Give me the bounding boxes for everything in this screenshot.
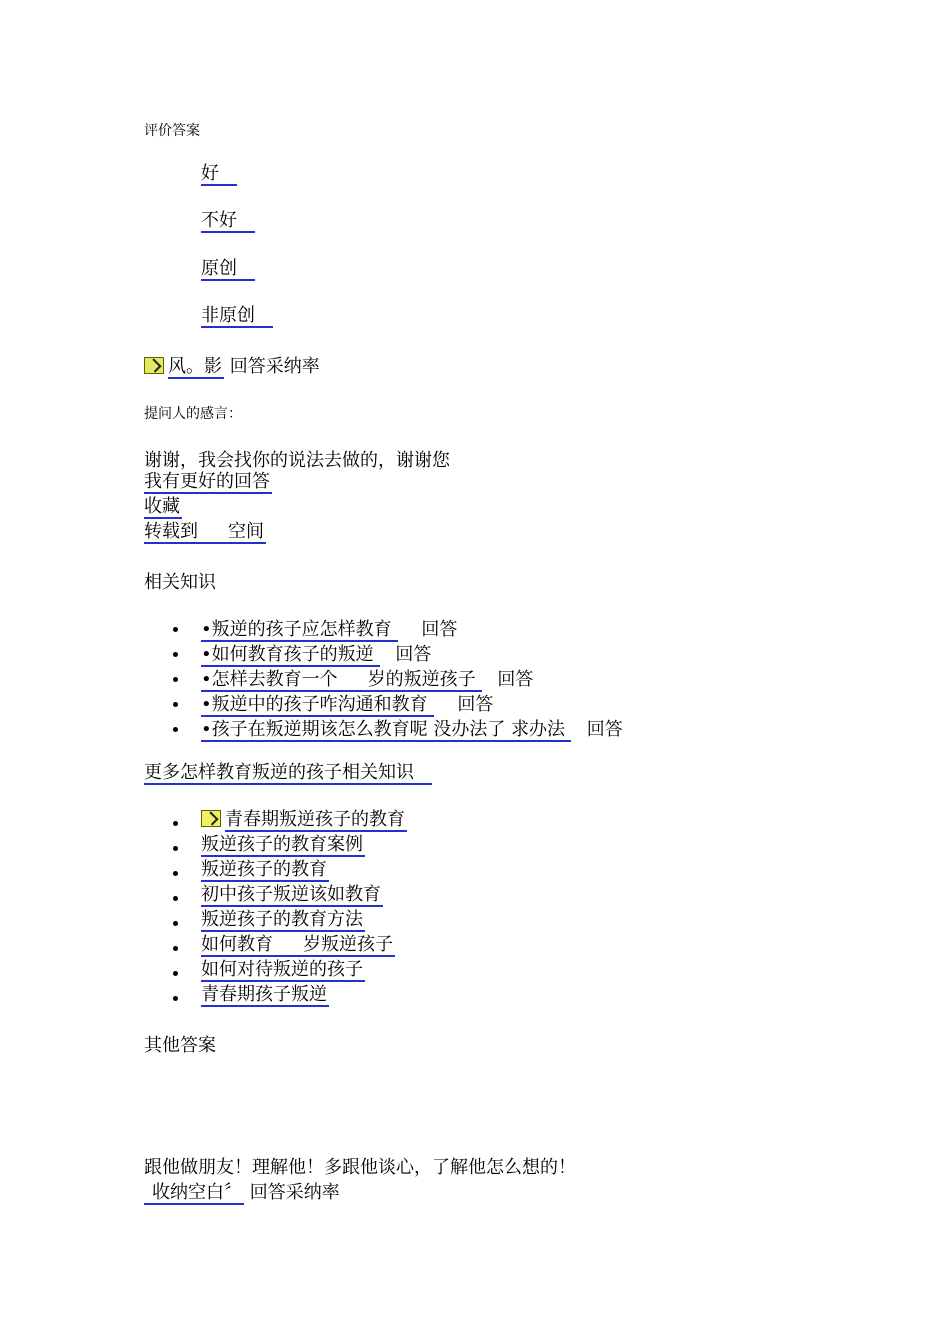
- related-knowledge-title: 相关知识: [144, 572, 216, 593]
- better-answer-link[interactable]: 我有更好的回答: [144, 471, 270, 492]
- list-item: [201, 809, 407, 832]
- related-link[interactable]: •如何教育孩子的叛逆: [201, 645, 380, 667]
- list-item: [201, 834, 365, 857]
- answer-count-label: 回答: [497, 669, 534, 690]
- topic-link[interactable]: 叛逆孩子的教育: [201, 859, 327, 880]
- rate-answer-label: 评价答案: [144, 123, 200, 139]
- user-badge-icon: [144, 357, 164, 374]
- topic-link[interactable]: 叛逆孩子的教育方法: [201, 909, 363, 930]
- more-related-link[interactable]: 更多怎样教育叛逆的孩子相关知识: [144, 763, 432, 785]
- rate-not-original-link[interactable]: 非原创: [201, 306, 273, 328]
- related-link-part: 岁的叛逆孩子: [367, 669, 476, 690]
- list-item: [201, 615, 457, 642]
- related-link[interactable]: [201, 670, 482, 692]
- bullet: [173, 921, 178, 926]
- bullet: [173, 677, 178, 682]
- answer-count-label: 回答: [457, 694, 494, 715]
- share-to-space-link[interactable]: [144, 522, 266, 544]
- topic-link[interactable]: 初中孩子叛逆该如教育: [201, 884, 381, 905]
- favorite-link[interactable]: 收藏: [144, 496, 180, 517]
- bullet: [173, 971, 178, 976]
- other-answers-title: 其他答案: [144, 1035, 216, 1056]
- bullet: [173, 846, 178, 851]
- related-link[interactable]: •叛逆中的孩子咋沟通和教育: [201, 695, 434, 717]
- rate-original-link[interactable]: 原创: [201, 259, 255, 281]
- bullet: [173, 627, 178, 632]
- topic-link[interactable]: 叛逆孩子的教育案例: [201, 834, 363, 855]
- list-item: [201, 959, 365, 982]
- bullet: [173, 702, 178, 707]
- rate-good-link[interactable]: 好: [201, 164, 237, 186]
- other-answerer-line: [144, 1178, 340, 1205]
- bullet: [173, 871, 178, 876]
- question-icon: [201, 810, 221, 827]
- answer-count-label: 回答: [395, 644, 432, 665]
- list-item: [201, 715, 623, 742]
- answerer-name-link[interactable]: 风。影: [168, 356, 222, 377]
- asker-comment: 谢谢，我会找你的说法去做的，谢谢您: [144, 450, 450, 471]
- bullet: [173, 896, 178, 901]
- bullet: [173, 996, 178, 1001]
- other-answerer-name-link[interactable]: 收纳空白〞: [144, 1183, 244, 1205]
- list-item: [201, 690, 493, 717]
- list-item: [201, 909, 365, 932]
- other-answer-text: 跟他做朋友！理解他！多跟他谈心，了解他怎么想的！: [144, 1157, 576, 1178]
- list-item: [201, 934, 395, 957]
- list-item: [201, 984, 329, 1007]
- bullet: [173, 727, 178, 732]
- space-label: 空间: [228, 521, 264, 542]
- list-item: [201, 640, 431, 667]
- related-link-part: •怎样去教育一个: [201, 669, 338, 690]
- topic-link-part: 如何教育: [201, 934, 273, 955]
- topic-link[interactable]: [201, 935, 395, 957]
- answer-count-label: 回答: [586, 719, 623, 740]
- related-link[interactable]: •孩子在叛逆期该怎么教育呢 没办法了 求办法: [201, 720, 571, 742]
- topic-link-part: 岁叛逆孩子: [303, 934, 393, 955]
- share-to-label: 转载到: [144, 521, 198, 542]
- topic-link[interactable]: 青春期孩子叛逆: [201, 984, 327, 1005]
- adoption-rate-label: 回答采纳率: [229, 356, 320, 377]
- topic-link[interactable]: 青春期叛逆孩子的教育: [225, 809, 405, 830]
- list-item: [201, 665, 533, 692]
- asker-comment-label: 提问人的感言：: [144, 406, 242, 422]
- other-adoption-rate-label: 回答采纳率: [249, 1182, 340, 1203]
- topic-link[interactable]: 如何对待叛逆的孩子: [201, 959, 363, 980]
- answerer-line: [144, 352, 320, 379]
- answer-count-label: 回答: [421, 619, 458, 640]
- list-item: [201, 884, 383, 907]
- bullet: [173, 652, 178, 657]
- list-item: [201, 859, 329, 882]
- related-link[interactable]: •叛逆的孩子应怎样教育: [201, 620, 398, 642]
- bullet: [173, 946, 178, 951]
- rate-bad-link[interactable]: 不好: [201, 211, 255, 233]
- bullet: [173, 821, 178, 826]
